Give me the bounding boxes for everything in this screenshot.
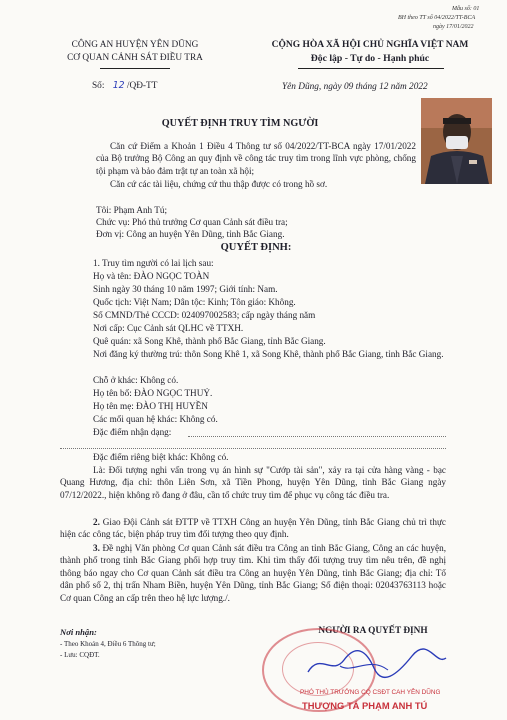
recipient-1: - Theo Khoản 4, Điều 6 Thông tư; xyxy=(60,640,156,648)
features-dotline-1 xyxy=(188,436,446,437)
section3-text: Đề nghị Văn phòng Cơ quan Cảnh sát điều tra Công an tỉnh Bắc Giang, Công an các huyện, thành phố trong tỉnh Bắc Giang phối hợp truy tìm. Khi tìm thấy đối tượng truy tìm nêu trên, đề nghị thông báo ngay cho Cơ quan Cảnh sát điều tra Công an huyện Yên Dũng, tỉnh Bắc Giang; địa chỉ: Tổ dân phố số 2, thị trấn Nham Biền, huyện Yên Dũng, tỉnh Bắc Giang; Số điện thoại: 02043763113 hoặc Cơ quan Công an cấp trên theo hệ lực lượng./. xyxy=(60,543,446,603)
features-dotline-2 xyxy=(60,448,446,449)
father-name: Họ tên bố: ĐÀO NGỌC THUỶ. xyxy=(93,388,213,398)
number-handwritten: 12 xyxy=(112,80,125,91)
section1-intro: 1. Truy tìm người có lai lịch sau: xyxy=(93,258,214,268)
section3-number: 3. xyxy=(93,543,100,553)
special-features: Đặc điểm riêng biệt khác: Không có. xyxy=(93,452,229,462)
org-unit: CƠ QUAN CẢNH SÁT ĐIỀU TRA xyxy=(67,53,203,63)
nationality: Quốc tịch: Việt Nam; Dân tộc: Kinh; Tôn giáo: Không. xyxy=(93,297,296,307)
id-card: Số CMND/Thẻ CCCD: 024097002583; cấp ngày tháng năm xyxy=(93,310,316,320)
issued-by: Nơi cấp: Cục Cảnh sát QLHC về TTXH. xyxy=(93,323,244,333)
other-address: Chỗ ở khác: Không có. xyxy=(93,375,179,385)
form-no-line2: BH theo TT số 04/2022/TT-BCA xyxy=(398,15,476,21)
header-right-underline xyxy=(298,68,444,69)
recipient-2: - Lưu: CQĐT. xyxy=(60,651,100,659)
header-left-underline xyxy=(100,68,170,69)
recipients-heading: Nơi nhận: xyxy=(60,627,97,637)
form-no-line3: ngày 17/01/2022 xyxy=(433,24,474,30)
section2-number: 2. xyxy=(93,517,100,527)
signer-title: PHÓ THỦ TRƯỞNG CQ CSĐT CAH YÊN DŨNG xyxy=(300,689,441,696)
place-date: Yên Dũng, ngày 09 tháng 12 năm 2022 xyxy=(282,82,428,92)
issuer-name: Tôi: Phạm Anh Tú; xyxy=(96,205,168,215)
legal-basis-1: Căn cứ Điểm a Khoản 1 Điều 4 Thông tư số 04/2022/TT-BCA ngày 17/01/2022 của Bộ trưởng Bộ Công an quy định về công tác truy tìm trong lĩnh vực phòng, chống tội phạm và bảo đảm trật tự an toàn xã hội; xyxy=(96,141,416,176)
mother-name: Họ tên mẹ: ĐÀO THỊ HUYỀN xyxy=(93,401,208,411)
other-relations: Các mối quan hệ khác: Không có. xyxy=(93,414,218,424)
number-suffix: /QĐ-TT xyxy=(126,81,158,91)
identification-features: Đặc điểm nhận dạng: xyxy=(93,427,172,437)
residence: Nơi đăng ký thường trú: thôn Song Khê 1, xã Song Khê, thành phố Bắc Giang, tỉnh Bắc Giang. xyxy=(93,349,444,359)
handwritten-signature-icon xyxy=(300,646,450,682)
signature-heading: NGƯỜI RA QUYẾT ĐỊNH xyxy=(318,626,428,636)
document-number xyxy=(92,80,157,91)
issuer-position: Chức vụ: Phó thủ trưởng Cơ quan Cảnh sát điều tra; xyxy=(96,217,288,227)
section2-text: Giao Đội Cảnh sát ĐTTP về TTXH Công an huyện Yên Dũng, tỉnh Bắc Giang chủ trì thực hiện các công tác, biện pháp truy tìm đối tượng theo quy định. xyxy=(60,517,447,540)
issuer-unit: Đơn vị: Công an huyện Yên Dũng, tỉnh Bắc Giang. xyxy=(96,229,285,239)
legal-basis-2: Căn cứ các tài liệu, chứng cứ thu thập được có trong hồ sơ. xyxy=(110,179,328,189)
country-name: CỘNG HÒA XÃ HỘI CHỦ NGHĨA VIỆT NAM xyxy=(271,40,469,50)
date-of-birth: Sinh ngày 30 tháng 10 năm 1997; Giới tính: Nam. xyxy=(93,284,278,294)
document-title: QUYẾT ĐỊNH TRUY TÌM NGƯỜI xyxy=(161,118,319,129)
person-portrait-icon xyxy=(421,98,492,184)
suspect-reason: Là: Đối tượng nghi vấn trong vụ án hình sự "Cướp tài sản", xảy ra tại cửa hàng vàng - bạc Quang Hương, địa chỉ: thôn Liên Sơn, xã Tiền Phong, huyện Yên Dũng, tỉnh Bắc Giang ngày 07/12/2022., hiện không rõ đang ở đâu, cần tổ chức truy tìm để phục vụ công tác điều tra. xyxy=(60,465,446,500)
form-no-line1: Mẫu số: 01 xyxy=(452,6,480,12)
signer-name: THƯỢNG TÁ PHẠM ANH TÚ xyxy=(302,700,428,711)
hometown: Quê quán: xã Song Khê, thành phố Bắc Giang, tỉnh Bắc Giang. xyxy=(93,336,326,346)
number-prefix: Số: xyxy=(92,81,105,91)
section3 xyxy=(60,542,446,604)
fullname: Họ và tên: ĐÀO NGỌC TOÀN xyxy=(93,271,210,281)
motto: Độc lập - Tự do - Hạnh phúc xyxy=(310,53,430,64)
section2 xyxy=(60,516,446,541)
suspect-photo xyxy=(421,98,492,184)
org-name: CÔNG AN HUYỆN YÊN DŨNG xyxy=(71,40,199,50)
decision-heading: QUYẾT ĐỊNH: xyxy=(220,242,292,253)
